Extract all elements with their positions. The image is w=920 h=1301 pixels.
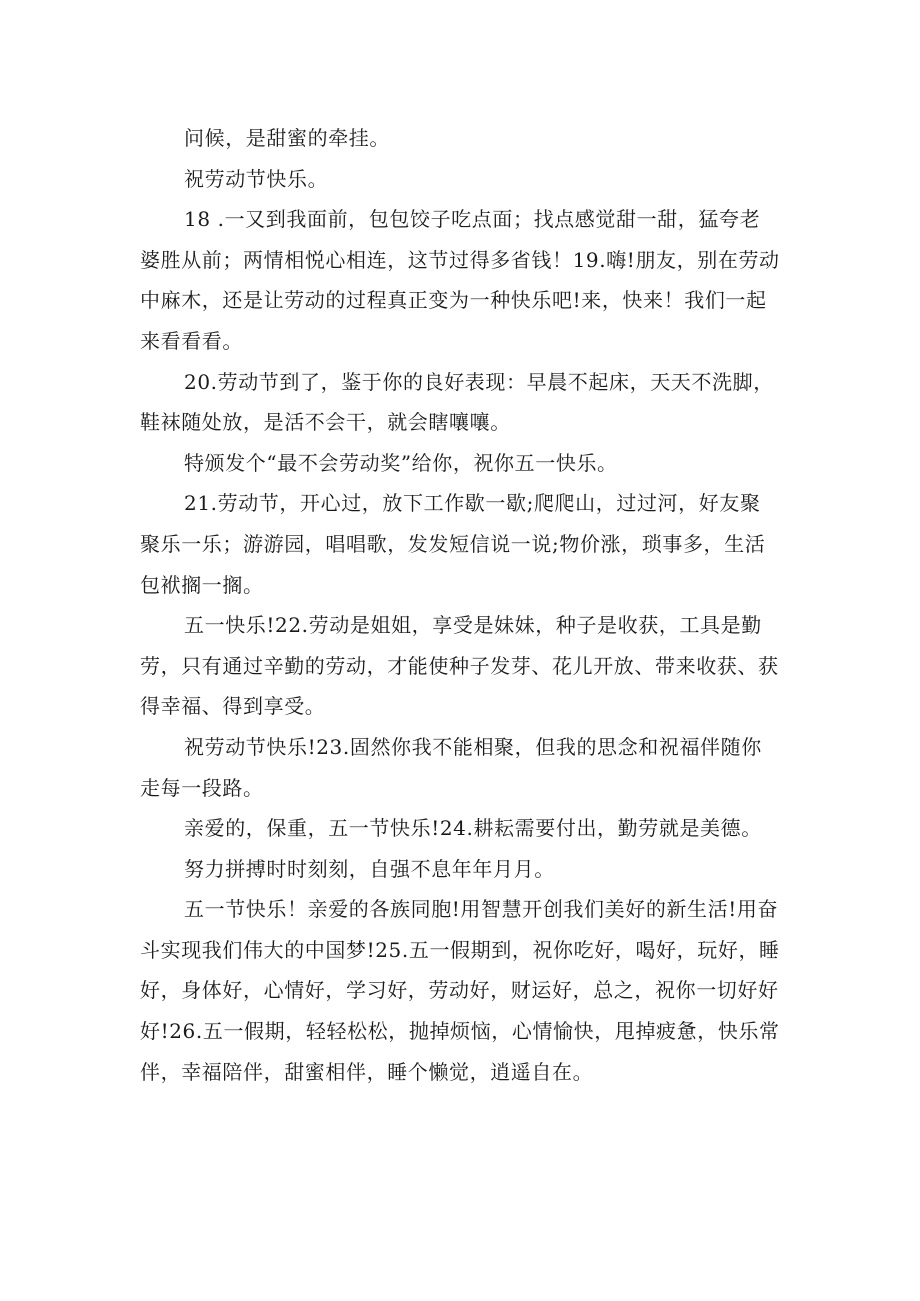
paragraph-11: 五一节快乐！亲爱的各族同胞!用智慧开创我们美好的新生活!用奋斗实现我们伟大的中国梦!25.五一假期到，祝你吃好，喝好，玩好，睡好，身体好，心情好，学习好，劳动好，财运好，总之，祝你一切好好好!26.五一假期，轻轻松松，抛掉烦恼，心情愉快，甩掉疲惫，快乐常伴，幸福陪伴，甜蜜相伴，睡个懒觉，逍遥自在。 (140, 897, 780, 1084)
paragraph-7: 五一快乐!22.劳动是姐姐，享受是妹妹，种子是收获，工具是勤劳，只有通过辛勤的劳动，才能使种子发芽、花儿开放、带来收获、获得幸福、得到享受。 (140, 613, 779, 719)
paragraph-6: 21.劳动节，开心过，放下工作歇一歇;爬爬山，过过河，好友聚聚乐一乐；游游园，唱唱歌，发发短信说一说;物价涨，琐事多，生活包袱搁一搁。 (140, 491, 766, 597)
paragraph-1: 问候，是甜蜜的牵挂。 (184, 126, 390, 150)
paragraph-10: 努力拼搏时时刻刻，自强不息年年月月。 (184, 856, 555, 881)
document-body (140, 118, 780, 1092)
paragraph-9: 亲爱的，保重，五一节快乐!24.耕耘需要付出，勤劳就是美德。 (184, 816, 762, 841)
paragraph-5: 特颁发个“最不会劳动奖”给你，祝你五一快乐。 (184, 450, 618, 475)
paragraph-8: 祝劳动节快乐!23.固然你我不能相聚，但我的思念和祝福伴随你走每一段路。 (140, 734, 762, 800)
paragraph-2: 祝劳动节快乐。 (184, 166, 329, 191)
paragraph-3: 18 .一又到我面前，包包饺子吃点面；找点感觉甜一甜，猛夸老婆胜从前；两情相悦心相连，这节过得多省钱！19.嗨!朋友，别在劳动中麻木，还是让劳动的过程真正变为一种快乐吧!来，快来！我们一起来看看看。 (140, 207, 780, 353)
paragraph-4: 20.劳动节到了，鉴于你的良好表现：早晨不起床，天天不洗脚，鞋袜随处放，是活不会干，就会瞎嚷嚷。 (140, 369, 774, 435)
